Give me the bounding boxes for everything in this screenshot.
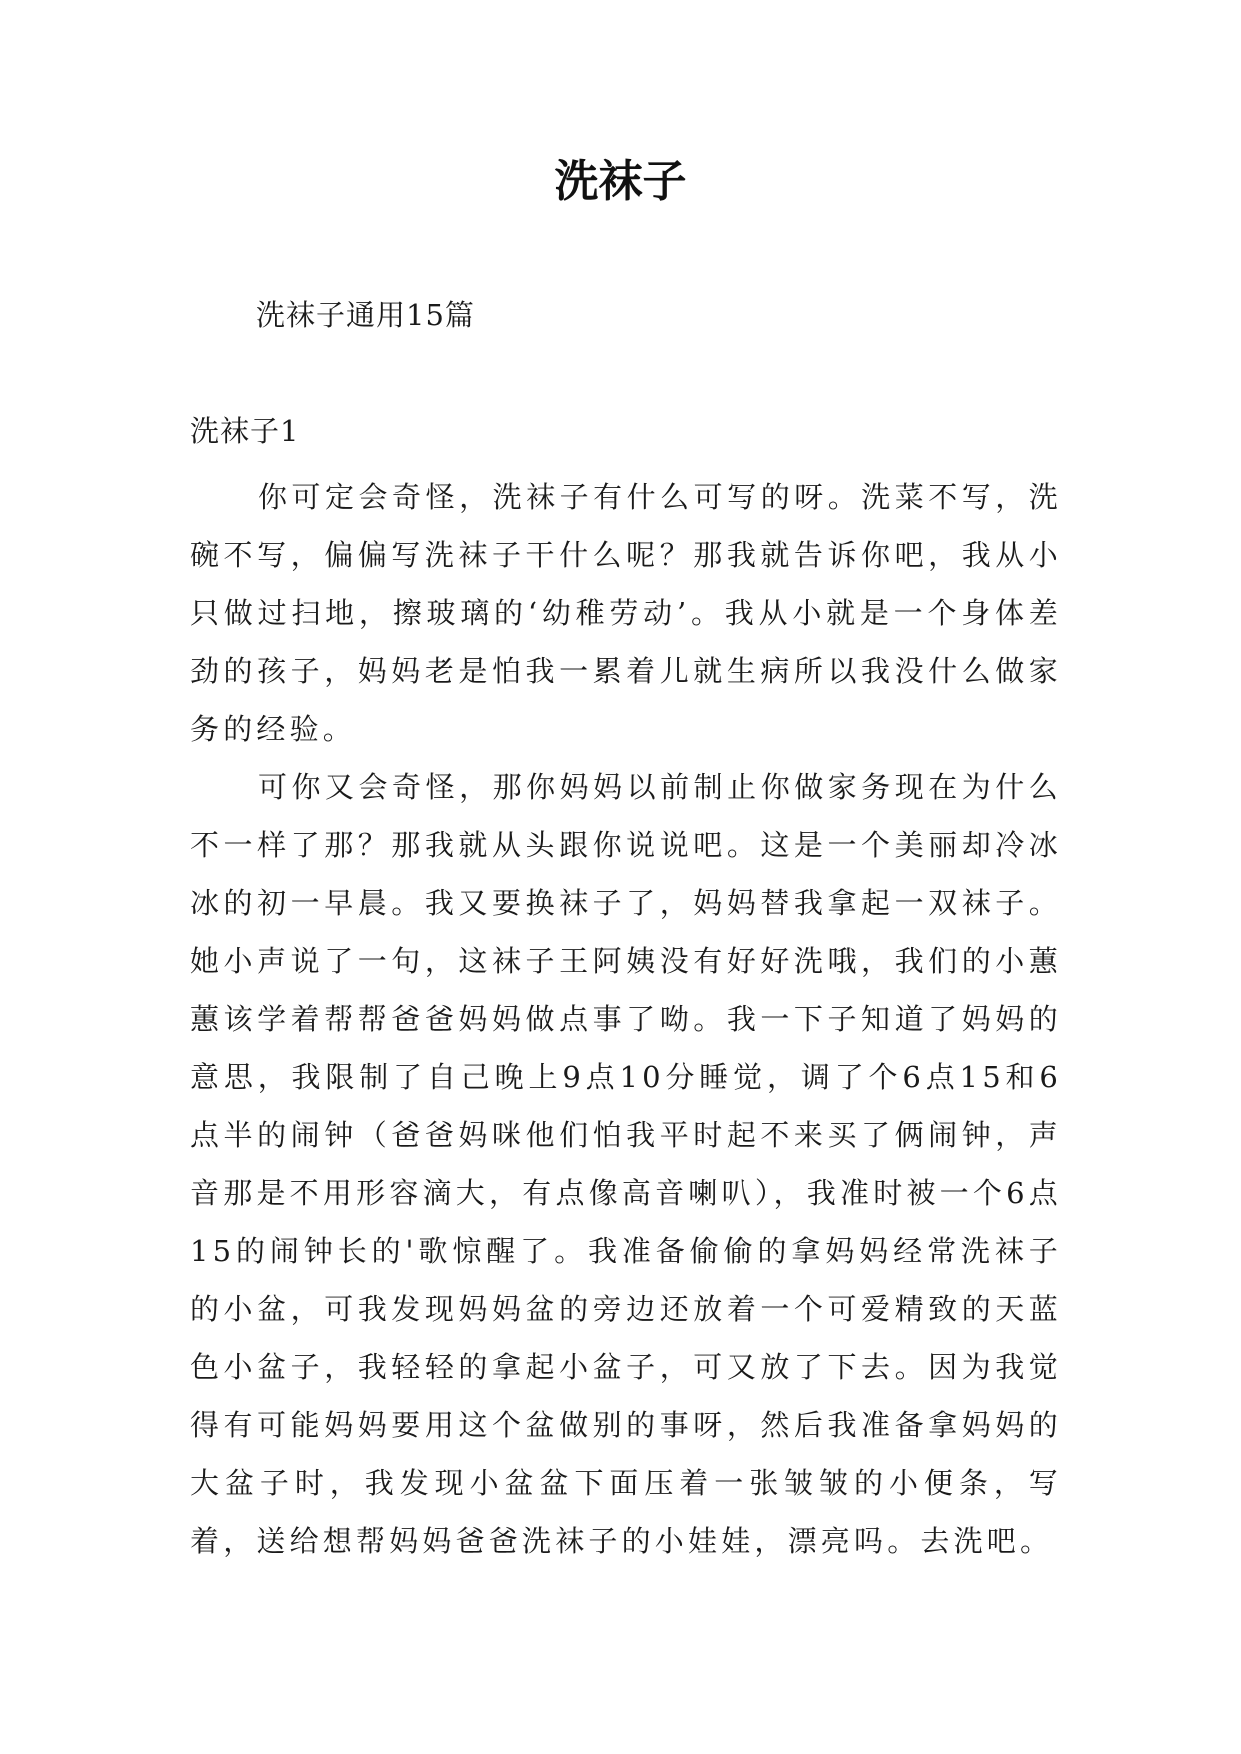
document-subtitle: 洗袜子通用15篇: [256, 298, 475, 332]
body-text: [190, 468, 1062, 1570]
paragraph-1: 你可定会奇怪，洗袜子有什么可写的呀。洗菜不写，洗碗不写，偏偏写洗袜子干什么呢？那我就告诉你吧，我从小只做过扫地，擦玻璃的‘幼稚劳动’。我从小就是一个身体差劲的孩子，妈妈老是怕我一累着儿就生病所以我没什么做家务的经验。: [190, 480, 1062, 746]
section-heading: 洗袜子1: [190, 414, 300, 448]
document-title: 洗袜子: [554, 156, 687, 207]
paragraph-2: 可你又会奇怪，那你妈妈以前制止你做家务现在为什么不一样了那？那我就从头跟你说说吧。这是一个美丽却冷冰冰的初一早晨。我又要换袜子了，妈妈替我拿起一双袜子。她小声说了一句，这袜子王阿姨没有好好洗哦，我们的小蕙蕙该学着帮帮爸爸妈妈做点事了呦。我一下子知道了妈妈的意思，我限制了自己晚上9点10分睡觉，调了个6点15和6点半的闹钟（爸爸妈咪他们怕我平时起不来买了俩闹钟，声音那是不用形容滴大，有点像高音喇叭），我准时被一个6点15的闹钟长的'歌惊醒了。我准备偷偷的拿妈妈经常洗袜子的小盆，可我发现妈妈盆的旁边还放着一个可爱精致的天蓝色小盆子，我轻轻的拿起小盆子，可又放了下去。因为我觉得有可能妈妈要用这个盆做别的事呀，然后我准备拿妈妈的大盆子时，我发现小盆盆下面压着一张皱皱的小便条，写着，送给想帮妈妈爸爸洗袜子的小娃娃，漂亮吗。去洗吧。: [190, 770, 1062, 1558]
